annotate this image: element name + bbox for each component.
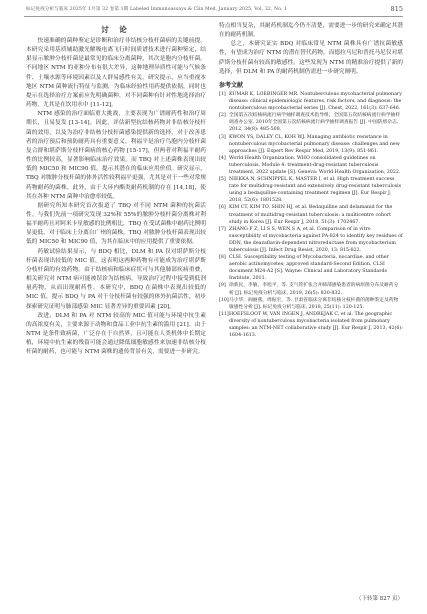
reference-text: 马小华，阎丽燕，周振宏，等. 甘肃省临床分离非结核分枝杆菌的菌种鉴定及药物敏感性分析 [J]. 标记免疫分析与临床, 2018, 25(11): 120-125.: [229, 297, 399, 310]
discussion-paragraph: 快速准确的菌种鉴定是诊断和治疗非结核分枝杆菌病的关键前提。本研究采用基质辅助激光解吸电离飞行时间质谱技术进行菌种鉴定，结果显示脓肿分枝杆菌是最常见的临床分离菌种，其次是胞内分枝杆菌。不同地区 NTM 的亚种分布有很大差异，这种地理异质性可能与气候条件、土壤水源等环境因素以及人群易感性有关。研究提示，应当重视本地区 NTM 菌种流行特征与监测，为临床经验性用药提供依据，同时也提示在选择治疗方案前应先明确菌种，对不同菌种有针对性地选择治疗药物，尤其是在饮用水中 [11-12]。: [26, 38, 206, 109]
discussion-title: 讨 论: [101, 25, 131, 34]
reference-number: [8]: [219, 255, 226, 261]
reference-number: [10]: [219, 297, 229, 303]
reference-number: [1]: [219, 91, 226, 97]
discussion-paragraph: 据研究所知本研究首次报道了 TBQ 对不同 NTM 菌种的抗菌活性。与我们先前一项研究发现 32%和 55%的脓肿分枝杆菌分离株对利福平耐药且对阿米卡星敏感的比例相比，TBQ 在受试菌株中耐药比例明显更低。对于临床上分离自广州的菌株，TBQ 对脓肿分枝杆菌表现出较低的 MIC50 和 MIC90 值，为其在临床中的应用提供了重要依据。: [26, 202, 206, 246]
reference-item: [219, 226, 403, 254]
reference-list: [219, 91, 403, 339]
reference-item: [219, 297, 403, 311]
reference-item: [219, 155, 403, 176]
reference-number: [6]: [219, 205, 226, 211]
reference-number: [9]: [219, 283, 226, 289]
right-column: [219, 22, 403, 339]
discussion-paragraph: NTM 感染的治疗面临重大挑战，主要表现为广谱耐药性和治疗周期长，且易复发 [13-14]。因此，评估新型抗结核药物对非结核分枝杆菌的效用，以及为治疗非结核分枝杆菌感染提供新的选择，对于改善患者的治疗预后和预防耐药具有重要意义。利福平是治疗鸟胞内分枝杆菌复合群和堪萨斯分枝杆菌病的核心药物 [15-17]，但两者对利福平耐药性的比例较高，显著影响临床治疗效果。而 TBQ 对上述菌株表现出较低的 MIC50 和 MIC90 值，提示其潜在的临床应用价值。研究显示，TBQ 对脓肿分枝杆菌的体外活性较利福平更强，尤其是对于一些对常规药物耐药的菌株。此外，由于大环内酯类耐药机制的存在 [14,18]，使其在各种 NTM 菌种中治愈率较低。: [26, 111, 206, 200]
reference-text: World Health Organization. WHO consolidated guidelines on tuberculosis. Module 4: treatment-drug-resistant tuberculosis treatment, 2022 update [S]. Geneva: World Health Organization, 2022.: [229, 155, 401, 175]
reference-number: [11]: [219, 311, 229, 317]
reference-number: [5]: [219, 177, 226, 183]
reference-text: CLSI. Susceptibility testing of Mycobacteria, nocardiae, and other aerobic actinomycetes; approved standard-Second Edition, CLSI document M24-A2 [S]. Wayne: Clinical and Laboratory Standards Institute, 2011.: [229, 255, 389, 282]
discussion-paragraph: 特点相当复杂，其耐药机制迄今仍不清楚，需要进一步的研究来确定其潜在的耐药机制。: [219, 23, 403, 39]
running-head: 标记免疫分析与临床 2025年 1月第 32 卷第 1期 Labeled Immunoassays & Clin Med, January 2025, Vol. 32, No. 1: [26, 7, 288, 12]
page-number: 815: [390, 5, 403, 13]
reference-item: [219, 91, 403, 112]
reference-number: [3]: [219, 134, 226, 140]
reference-item: [219, 311, 403, 339]
reference-item: [219, 112, 403, 133]
left-column: [26, 22, 206, 357]
reference-item: [219, 134, 403, 155]
reference-item: [219, 176, 403, 204]
reference-number: [4]: [219, 155, 226, 161]
discussion-paragraph: 药敏试验结果显示，与 BDQ 相比，DLM 和 PA 仅对堪萨斯分枝杆菌表现出较低的 MIC 值，这表明这两种药物有可能成为治疗堪萨斯分枝杆菌的有效药物。由于结核病和临床症状可与其他肺部疾病重叠，相关研究对 NTM 病可能被误诊为结核病，导致治疗过程中接受到低剂量药物，从而出现耐药性。本研究中，BDQ 在菌株中表现出较低的 MIC 值，提示 BDQ 与 PA 对于分枝杆菌有较强的体外抗菌活性，初步探索研究证明与肺部感染 MIC 显著差异的重要因素 [20]。: [26, 248, 206, 310]
reference-number: [2]: [219, 113, 226, 119]
reference-item: [219, 282, 403, 296]
reference-text: KIM CT, KIM TO, SHIN HJ, et al. Bedaquiline and delamanid for the treatment of multidrug-resistant tuberculosis: a multicentre cohort study in Korea [J]. Eur Respir J, 2018, 51(3): 1702467.: [229, 205, 393, 225]
reference-text: KWON YS, DALEY CL, KOH WJ. Managing antibiotic resistance in nontuberculous mycobacterial pulmonary disease: challenges and new approaches [J]. Expert Rev Respir Med, 2019, 13(9): 851-861.: [229, 134, 400, 154]
reference-item: [219, 254, 403, 282]
reference-text: NIEKKA N, SCHNIPPEL K, MASTER I, et al. High treatment success rate for multidrug-resistant and extensively drug-resistant tuberculosis using a bedaquiline-containing treatment regimen [J]. Eur Respir J, 2018, 52(6): 1801528.: [229, 177, 402, 204]
reference-text: ZHANG F Z, LI S S, WEN S A, et al. Comparison of in vitro susceptibility of mycobacteria against PA-824 to identify key residues of DDN, the deazaflavin-dependent nitroreductase from mycobacterium tuberculosis [J]. Infect Drug Resist, 2020, 13: 815-822.: [229, 226, 403, 253]
reference-text: HOEFSLOOT W, VAN INGEN J, ANDREJAK C, et al. The geographic diversity of nontuberculous mycobacteria isolated from pulmonary samples: an NTM-NET collaborative study [J]. Eur Respir J, 2013, 42(6): 1604-1613.: [229, 311, 403, 339]
continuation-note: （下转第 827 页）: [356, 596, 403, 602]
discussion-paragraph: 改进，DLM 和 PA 对 NTM 较高的 MIC 值可能与环境中抗生素的高浓度有关，主要来源于动物和食品工业中抗生素的滥用 [21]。由于 NTM 是条件致病菌，广泛存在于自然界，且可能在人类机体中长期定植，环境中抗生素的残留可能会通过降低细胞敏感性来加速非结核分枝杆菌的耐药，也可能与 NTM 菌株的遗传背景有关，需要进一步研究。: [26, 312, 206, 356]
reference-number: [7]: [219, 226, 226, 232]
header-rule: [24, 16, 403, 17]
reference-text: KUMAR K, LOEBINGER MR. Nontuberculous mycobacterial pulmonary disease: clinical epidemiologic features, risk factors, and diagnosis: the nontuberculous mycobacterial series [J]. Chest, 2022, 161(3): 637-646.: [229, 91, 402, 112]
references-heading: 参考文献: [219, 81, 244, 89]
reference-text: 徐新民，李敏，李旭平，等. 支气管扩张合并肺部感染患者的病原菌分布及耐药分析 [J]. 标记免疫分析与临床, 2019, 26(5): 830-832.: [229, 283, 399, 296]
conclusion-paragraph: 总之，本研究证实 BDQ 对临床常见 NTM 菌株具有广谱抗菌敏感性，有望成为治疗 NTM 的潜在替代药物，而德拉马尼和普托马尼仅对堪萨斯分枝杆菌有较高的敏感性。这些发现为 NTM 的精准治疗提供了新的选择，但 DLM 和 PA 的耐药机制仍需进一步研究阐明。: [219, 41, 403, 75]
reference-item: [219, 204, 403, 225]
reference-text: 全国第五次结核病流行病学抽样调查技术指导组，全国第五次结核病流行病学抽样调查办公室. 2010年全国第五次结核病流行病学抽样调查报告 [J]. 中国防痨杂志, 2012, 34(8): 485-508.: [229, 113, 401, 133]
